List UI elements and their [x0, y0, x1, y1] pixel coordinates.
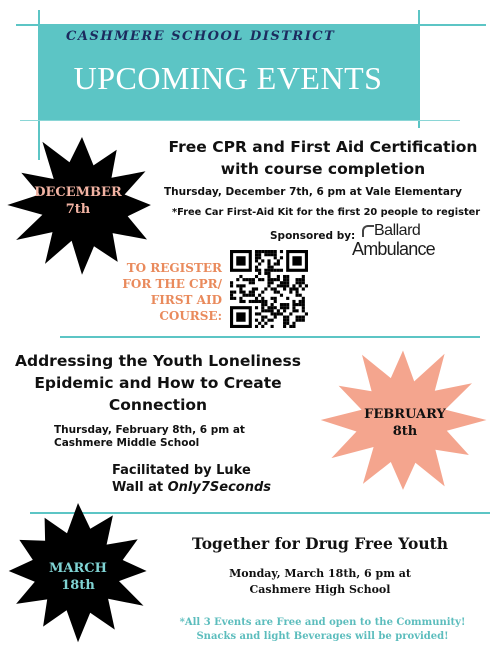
event1-details: Thursday, December 7th, 6 pm at Vale Elementary — [164, 186, 462, 198]
event2-title-line2: Epidemic and How to Create — [34, 374, 282, 392]
frame-line-right — [418, 10, 420, 128]
ballard-ambulance-logo — [352, 222, 448, 264]
register-instructions — [104, 260, 222, 324]
event3-details — [200, 566, 440, 598]
event2-title-line3: Connection — [108, 396, 208, 414]
facilitator-prefix: Wall at — [112, 480, 168, 495]
register-line3: FIRST AID — [150, 293, 222, 307]
divider-1 — [60, 336, 480, 338]
district-name: CASHMERE SCHOOL DISTRICT — [66, 29, 336, 44]
event2-title — [0, 350, 316, 416]
page-title: UPCOMING EVENTS — [73, 60, 383, 96]
event2-title-line1: Addressing the Youth Loneliness — [14, 352, 301, 370]
february-day: 8th — [392, 424, 418, 439]
march-month: MARCH — [49, 561, 107, 576]
registration-qr-code[interactable] — [230, 250, 308, 328]
december-month: DECEMBER — [34, 185, 122, 200]
december-day: 7th — [65, 202, 91, 217]
footer-line2: Snacks and light Beverages will be provided! — [196, 631, 449, 642]
frame-line-under-banner — [20, 120, 460, 121]
sponsor-label: Sponsored by: — [270, 230, 356, 242]
event3-title: Together for Drug Free Youth — [191, 534, 449, 553]
facilitator-org: Only7Seconds — [167, 480, 272, 495]
facilitator-line2 — [112, 479, 332, 496]
event3-details-line1: Monday, March 18th, 6 pm at — [229, 567, 411, 580]
footer-note — [150, 616, 495, 644]
event2-details-line1: Thursday, February 8th, 6 pm at — [54, 424, 245, 436]
march-day: 18th — [61, 578, 95, 593]
register-line2: FOR THE CPR/ — [122, 277, 222, 291]
event2-facilitator — [112, 462, 332, 496]
december-date-label — [26, 184, 130, 218]
register-line4: COURSE: — [159, 309, 222, 323]
logo-line2: Ambulance — [352, 239, 435, 259]
february-date-label — [350, 406, 460, 440]
event1-title-line2: with course completion — [220, 160, 426, 178]
event1-title-line1: Free CPR and First Aid Certification — [168, 138, 478, 156]
register-line1: TO REGISTER — [126, 261, 222, 275]
february-month: FEBRUARY — [364, 407, 446, 422]
facilitator-line1: Facilitated by Luke — [112, 463, 251, 478]
event2-details — [54, 424, 274, 450]
event1-note: *Free Car First-Aid Kit for the first 20 people to register — [172, 207, 481, 218]
logo-line1: Ballard — [374, 222, 421, 239]
footer-line1: *All 3 Events are Free and open to the Community! — [179, 617, 466, 628]
event1-title — [148, 136, 498, 180]
logo-swoosh — [362, 225, 374, 237]
event2-details-line2: Cashmere Middle School — [54, 437, 200, 449]
march-date-label — [38, 560, 118, 594]
event3-details-line2: Cashmere High School — [249, 583, 391, 596]
